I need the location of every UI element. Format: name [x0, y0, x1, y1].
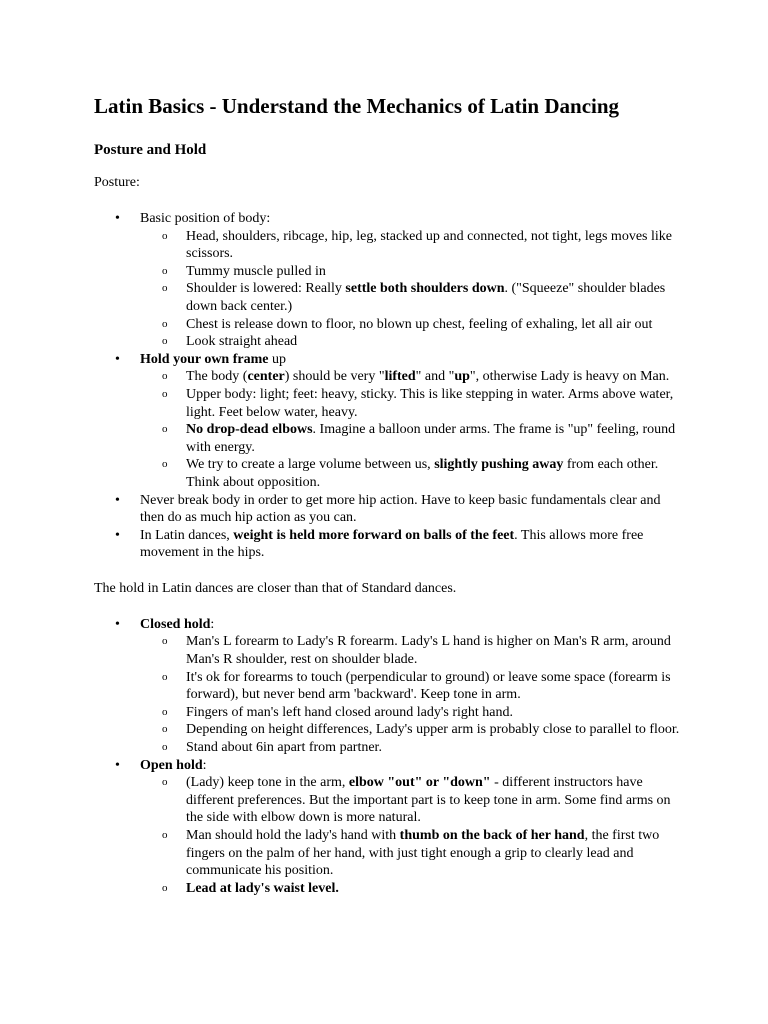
text-run: Man's L forearm to Lady's R forearm. Lady's L hand is higher on Man's R arm, around Man's R shoulder, rest on shoulder blade. [186, 634, 671, 668]
sub-bullet-item [140, 333, 684, 351]
bullet-text [140, 616, 684, 634]
bullet-text [140, 492, 684, 527]
text-run: up [268, 351, 286, 367]
text-run: Never break body in order to get more hip action. Have to keep basic fundamentals clear and then do as much hip action as you can. [140, 492, 661, 526]
text-run: Basic position of body: [140, 211, 271, 226]
bullet-text [140, 757, 684, 775]
sub-bullet-item [140, 421, 684, 456]
text-run: , the first two fingers on the palm of her hand, with just tight enough a grip to clearly lead and communicate his position. [186, 828, 660, 879]
text-run: The body ( [186, 369, 248, 385]
sub-bullet-item [140, 721, 684, 739]
sub-list [140, 774, 684, 897]
text-run: Depending on height differences, Lady's upper arm is probably close to parallel to floor. [186, 722, 680, 738]
bold-text: No drop-dead elbows [186, 422, 313, 438]
section-heading: Posture and Hold [94, 142, 207, 158]
text-run: Stand about 6in apart from partner. [186, 740, 382, 756]
text-run: " and " [415, 369, 455, 385]
bold-text: Closed hold [140, 616, 211, 632]
sub-bullet-item [140, 827, 684, 880]
text-run: : [202, 757, 207, 773]
sub-bullet-item [140, 228, 684, 263]
sub-list [140, 633, 684, 756]
bold-text: Lead at lady's waist level. [186, 880, 339, 896]
text-run: Tummy muscle pulled in [186, 263, 326, 279]
bold-text: up [454, 369, 470, 385]
bullet-item [94, 527, 684, 562]
bullet-text [140, 527, 684, 562]
sub-bullet-item [140, 633, 684, 668]
bullet-text [140, 210, 684, 228]
text-run: . Imagine a balloon under arms. The frame is "up" feeling, round with energy. [186, 422, 676, 455]
text-run: We try to create a large volume between us, [186, 457, 435, 473]
document-page [94, 92, 684, 897]
text-run: . ("Squeeze" shoulder blades down back center.) [186, 281, 666, 314]
hold-intro: The hold in Latin dances are closer than that of Standard dances. [94, 580, 457, 596]
sub-bullet-item [140, 316, 684, 334]
text-run: Man should hold the lady's hand with [186, 828, 400, 843]
bold-text: elbow "out" or "down" [348, 775, 491, 791]
sub-list [140, 368, 684, 491]
text-run: Fingers of man's left hand closed around lady's right hand. [186, 704, 513, 720]
bold-text: settle both shoulders down [345, 281, 505, 297]
bold-text: center [247, 369, 285, 385]
sub-bullet-item [140, 280, 684, 315]
hold-list [94, 616, 684, 898]
text-run: (Lady) keep tone in the arm, [186, 775, 349, 791]
bullet-item [94, 210, 684, 351]
posture-list [94, 210, 684, 562]
sub-bullet-item [140, 368, 684, 386]
text-run: - different instructors have different preferences. But the important part is to keep tone in arm. Some find arms on the side with elbow down is more natural. [186, 775, 671, 826]
sub-bullet-item [140, 456, 684, 491]
bold-text: slightly pushing away [434, 457, 564, 473]
text-run: It's ok for forearms to touch (perpendicular to ground) or leave some space (forearm is forward), but never bend arm 'backward'. Keep tone in arm. [186, 669, 671, 703]
sub-bullet-item [140, 774, 684, 827]
text-run: Head, shoulders, ribcage, hip, leg, stacked up and connected, not tight, legs moves like scissors. [186, 228, 672, 262]
sub-bullet-item [140, 880, 684, 898]
text-run: ) should be very " [284, 369, 385, 385]
sub-bullet-item [140, 704, 684, 722]
bullet-text [140, 351, 684, 369]
text-run: : [210, 616, 215, 632]
text-run: Upper body: light; feet: heavy, sticky. This is like stepping in water. Arms above water, light. Feet below water, heavy. [186, 386, 674, 420]
text-run: from each other. Think about opposition. [186, 457, 659, 490]
bullet-item [94, 351, 684, 492]
text-run: ", otherwise Lady is heavy on Man. [469, 369, 670, 385]
posture-label: Posture: [94, 175, 140, 190]
bullet-item [94, 492, 684, 527]
bold-text: Open hold [140, 757, 203, 773]
bold-text: weight is held more forward on balls of the feet [233, 527, 515, 543]
text-run: In Latin dances, [140, 527, 234, 543]
sub-bullet-item [140, 739, 684, 757]
text-run: Look straight ahead [186, 334, 298, 350]
sub-bullet-item [140, 386, 684, 421]
bold-text: thumb on the back of her hand [399, 828, 585, 843]
page-title: Latin Basics - Understand the Mechanics of Latin Dancing [94, 94, 620, 118]
bullet-item [94, 616, 684, 757]
text-run: Chest is release down to floor, no blown up chest, feeling of exhaling, let all air out [186, 316, 653, 332]
sub-bullet-item [140, 263, 684, 281]
sub-bullet-item [140, 669, 684, 704]
sub-list [140, 228, 684, 351]
bold-text: Hold your own frame [140, 351, 269, 367]
bullet-item [94, 757, 684, 898]
bold-text: lifted [384, 369, 416, 385]
text-run: Shoulder is lowered: Really [186, 281, 346, 297]
text-run: . This allows more free movement in the hips. [140, 527, 644, 561]
